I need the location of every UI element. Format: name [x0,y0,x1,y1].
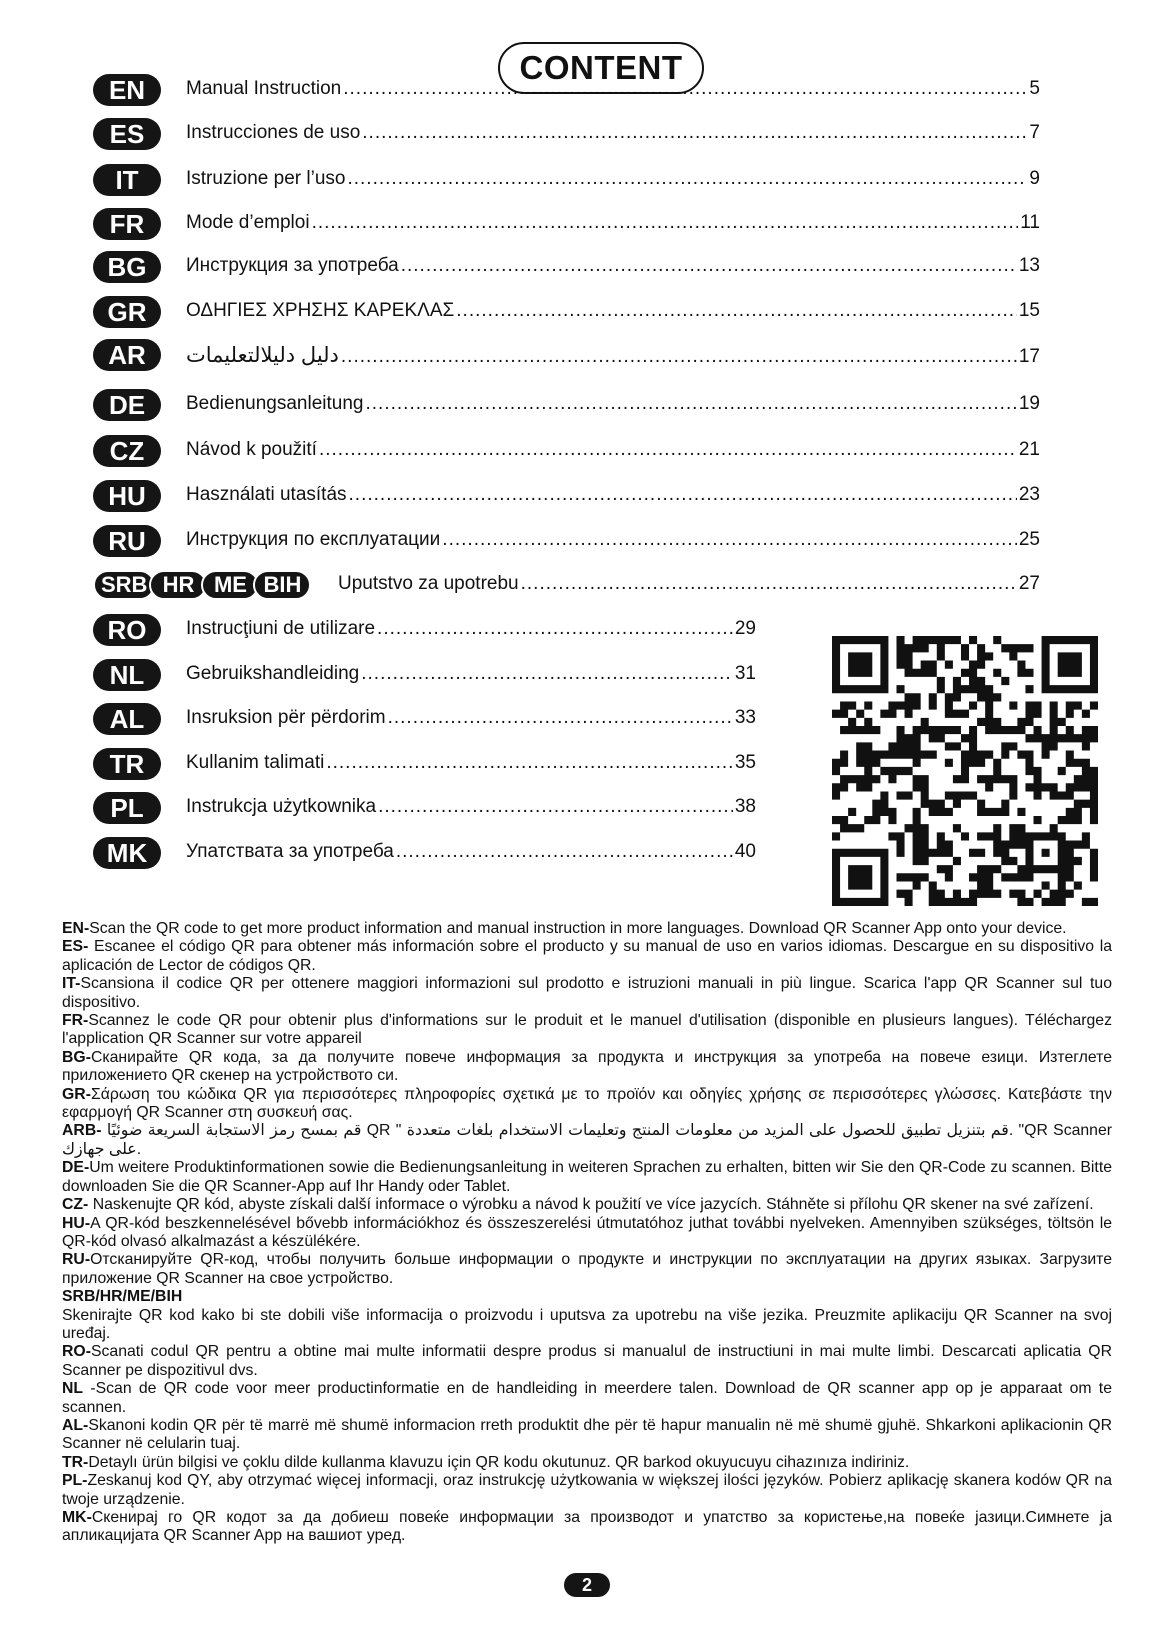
language-note-code: IT- [62,975,81,993]
language-note-text: Σάρωση του κώδικα QR για περισσότερες πληροφορίες σχετικά με το προϊόν και οδηγίες χρήσης σε περισσότερες γλώσσες. Κατεβάστε την εφαρμογή QR Scanner στη συσκευή σας. [62,1085,1112,1122]
toc-entry-label: Инструкция за употреба [186,255,399,276]
toc-entry [186,484,1040,506]
language-badge: PL [93,792,161,824]
toc-entry [186,618,756,640]
toc-leader-dots [401,255,1017,277]
toc-leader-dots [366,393,1017,415]
toc-entry-label: Bedienungsanleitung [186,393,364,414]
language-note-code: CZ- [62,1196,89,1214]
language-note-text: قم بمسح رمز الاستجابة السريعة ضوئيًا QR " قم بتنزيل تطبيق للحصول على المزيد من معلومات المنتج وتعليمات الاستخدام بلغات متعددة. "QR Scanner على جهازك. [62,1122,1113,1158]
language-note [62,1417,1112,1454]
language-note [62,1086,1112,1123]
language-note [62,1196,1112,1214]
language-note [62,1159,1112,1196]
language-note-text: Scansiona il codice QR per ottenere maggiori informazioni sul prodotto e istruzioni manuali in più lingue. Scarica l'app QR Scanner sul tuo dispositivo. [62,975,1112,1011]
toc-entry [186,393,1040,415]
language-note [62,1454,1112,1472]
toc-entry [186,439,1040,461]
language-badge: TR [93,748,161,780]
toc-entry-label: Instrukcja użytkownika [186,796,377,817]
toc-language-badges [93,204,161,244]
toc-page-number: 31 [734,663,756,684]
toc-entry [186,255,1040,277]
toc-entry-label: Használati utasítás [186,484,347,505]
toc-entry [186,663,756,685]
language-note-text: Скенирај го QR кодот за да добиеш повеќе информации за производот и упатство за користење,на повеќе јазици.Симнете ја апликацијата QR Scanner App на вашиот уред. [62,1509,1112,1545]
toc-leader-dots [341,346,1017,368]
toc-entry-label: Uputstvo za upotrebu [338,573,519,594]
language-badge: NL [93,659,161,691]
toc-leader-dots [362,122,1027,144]
language-note-text: Отсканируйте QR-код, чтобы получить больше информации о продукте и инструкции по эксплуатации на других языках. Загрузите приложение QR Scanner на свое устройство. [62,1251,1112,1287]
language-badge: GR [93,296,161,328]
toc-leader-dots [343,78,1027,100]
language-badge: MK [93,837,161,869]
language-badge: ME [201,570,259,600]
language-badge: AL [93,703,161,735]
page-title: CONTENT [498,42,704,94]
toc-entry [186,300,1040,322]
language-badge: ES [93,118,161,150]
toc-leader-dots [361,663,733,685]
toc-leader-dots [456,300,1017,322]
language-badge: BG [93,251,161,283]
toc-language-badges [93,655,161,695]
toc-language-badges [93,70,161,110]
language-note [62,1012,1112,1049]
language-badge: RO [93,614,161,646]
language-note-code: FR- [62,1012,89,1030]
language-note-text: A QR-kód beszkennelésével bővebb információkhoz és összeszerelési útmutatóhoz juthat további nyelveken. Amennyiben szükséges, töltsön le QR-kód olvasó alkalmazást a készülékére. [62,1214,1112,1250]
toc-language-badges [93,788,161,828]
toc-language-badges [93,699,161,739]
language-note-text: -Scan de QR code voor meer productinformatie en de handleiding in meerdere talen. Download de QR scanner app op je apparaat om te scannen. [62,1380,1112,1416]
language-note-text: Um weitere Produktinformationen sowie die Bedienungsanleitung in weiteren Sprachen zu erhalten, bitten wir Sie den QR-Code zu scannen. Bitte downloaden Sie die QR Scanner-App auf Ihr Handy oder Tablet. [62,1159,1112,1195]
toc-page-number: 33 [734,707,756,728]
language-note-code: BG- [62,1048,91,1066]
language-note-text: Сканирайте QR кода, за да получите повече информация за продукта и инструкция за употреба на повече езици. Изтеглете приложението QR скенер на устройството си. [62,1048,1112,1085]
toc-leader-dots [442,529,1017,551]
language-note [62,1380,1112,1417]
language-badge: BIH [253,570,311,600]
language-note [62,920,1112,938]
language-note-text: Zeskanuj kod QY, aby otrzymać więcej informacji, oraz instrukcję użytkowania w większej ilości języków. Pobierz aplikację skanera kodów QR na twoje urządzenie. [62,1472,1112,1508]
language-note-code: HU- [62,1214,91,1232]
toc-language-badges [93,565,311,605]
toc-language-badges [93,114,161,154]
language-badge: CZ [93,435,161,467]
toc-leader-dots [521,573,1017,595]
toc-entry [186,841,756,863]
language-note-code: PL- [62,1472,88,1490]
toc-entry [186,78,1040,100]
language-note-code: NL [62,1380,84,1398]
toc-page-number: 40 [734,841,756,862]
language-note [62,1122,1112,1159]
toc-language-badges [93,385,161,425]
page-number: 2 [564,1573,610,1597]
toc-page-number: 13 [1018,255,1040,276]
toc-leader-dots [378,796,733,818]
toc-entry [186,752,756,774]
toc-page-number: 25 [1018,529,1040,550]
toc-entry-label: Упатствата за употреба [186,841,394,862]
language-note-code: ES- [62,938,89,956]
language-note-code: AL- [62,1416,89,1434]
language-note [62,1288,1112,1343]
language-badge: AR [93,339,161,371]
language-note [62,975,1112,1012]
toc-leader-dots [347,168,1027,190]
language-note [62,1215,1112,1252]
toc-entry-label: Insruksion për përdorim [186,707,386,728]
toc-language-badges [93,335,161,375]
toc-page-number: 29 [734,618,756,639]
toc-language-badges [93,160,161,200]
toc-entry-label: Kullanim talimati [186,752,325,773]
language-badge: FR [93,208,161,240]
toc-language-badges [93,431,161,471]
qr-code [832,636,1098,906]
language-note-text: Scan the QR code to get more product information and manual instruction in more languages. Download QR Scanner App onto your device. [89,920,1067,937]
toc-entry [186,529,1040,551]
toc-entry [186,796,756,818]
toc-entry-label: Istruzione per l’uso [186,168,346,189]
toc-page-number: 9 [1029,168,1040,189]
toc-entry [186,212,1040,234]
language-note-code: RO- [62,1343,91,1361]
toc-page-number: 23 [1018,484,1040,505]
toc-entry [186,122,1040,144]
language-note-code: RU- [62,1251,91,1269]
language-notes [62,920,1112,1546]
toc-page-number: 17 [1018,346,1040,367]
toc-page-number: 38 [734,796,756,817]
language-badge: DE [93,389,161,421]
language-note [62,1049,1112,1086]
toc-language-badges [93,521,161,561]
toc-language-badges [93,744,161,784]
language-note-code: DE- [62,1159,90,1177]
language-badge: HU [93,480,161,512]
language-note [62,938,1112,975]
language-badge: EN [93,74,161,106]
language-note-text: Skanoni kodin QR për të marrë më shumë informacion rreth produktit dhe për të hapur manualin në më shumë gjuhë. Shkarkoni aplikacionin QR Scanner në celularin tuaj. [62,1416,1112,1453]
toc-leader-dots [326,752,733,774]
toc-entry [338,573,1040,595]
language-badge: IT [93,164,161,196]
toc-page-number: 27 [1018,573,1040,594]
toc-leader-dots [312,212,1019,234]
language-note [62,1509,1112,1546]
toc-entry [186,343,1040,368]
language-note-code: GR- [62,1085,91,1103]
toc-entry-label: دليل دليلالتعليمات [186,344,339,367]
qr-code-modules [832,636,1098,906]
toc-entry [186,707,756,729]
toc-entry-label: Manual Instruction [186,78,342,99]
toc-entry [186,168,1040,190]
toc-entry-label: Gebruikshandleiding [186,663,360,684]
toc-language-badges [93,610,161,650]
language-badge: RU [93,525,161,557]
language-badge: SRB [93,570,155,600]
toc-page-number: 15 [1018,300,1040,321]
toc-entry-label: Mode d’emploi [186,212,310,233]
toc-entry-label: Instrucţiuni de utilizare [186,618,376,639]
toc-page-number: 11 [1020,212,1040,233]
toc-leader-dots [388,707,733,729]
toc-entry-label: ΟΔΗΓΙΕΣ ΧΡΗΣΗΣ ΚΑΡΕΚΛΑΣ [186,300,455,321]
language-note-text: Escanee el código QR para obtener más información sobre el producto y su manual de uso en varios idiomas. Descargue en su dispositivo la aplicación de Lector de códigos QR. [62,938,1112,974]
language-note [62,1472,1112,1509]
language-note [62,1343,1112,1380]
toc-language-badges [93,292,161,332]
toc-page-number: 35 [734,752,756,773]
toc-page-number: 21 [1018,439,1040,460]
toc-language-badges [93,833,161,873]
language-note-code: TR- [62,1453,89,1471]
toc-language-badges [93,476,161,516]
language-note-text: Skenirajte QR kod kako bi ste dobili više informacija o proizvodu i uputsva za upotrebu na više jezika. Preuzmite aplikaciju QR Scanner na svoj uređaj. [62,1306,1112,1342]
toc-page-number: 5 [1029,78,1040,99]
toc-entry-label: Návod k použití [186,439,317,460]
language-note-text: Scannez le code QR pour obtenir plus d'informations sur le produit et le manuel d'utilisation (disponible en plusieurs langues). Téléchargez l'application QR Scanner sur votre appareil [62,1012,1112,1048]
language-note-text: Detaylı ürün bilgisi ve çoklu dilde kullanma klavuzu için QR kodu okutunuz. QR barkod okuyucuyu cihazınıza indiriniz. [88,1453,910,1471]
language-badge: HR [149,570,207,600]
toc-language-badges [93,247,161,287]
language-note-code: SRB/HR/ME/BIH [62,1288,183,1306]
language-note-text: Scanati codul QR pentru a obtine mai multe informatii despre produs si manualul de instructiuni in mai multe limbi. Descarcati aplicatia QR Scanner pe dispozitivul dvs. [62,1343,1112,1379]
toc-leader-dots [319,439,1017,461]
toc-entry-label: Instrucciones de uso [186,122,361,143]
toc-leader-dots [396,841,733,863]
language-note-code: ARB- [62,1122,102,1140]
toc-page-number: 19 [1018,393,1040,414]
toc-leader-dots [377,618,733,640]
language-note [62,1251,1112,1288]
language-note-text: Naskenujte QR kód, abyste získali další informace o výrobku a návod k použití ve více jazycích. Stáhněte si přílohu QR skener na své zařízení. [88,1196,1094,1214]
toc-leader-dots [349,484,1017,506]
language-note-code: EN- [62,920,90,937]
language-note-code: MK- [62,1509,92,1526]
toc-entry-label: Инструкция по експлуатации [186,529,441,550]
toc-page-number: 7 [1029,122,1040,143]
